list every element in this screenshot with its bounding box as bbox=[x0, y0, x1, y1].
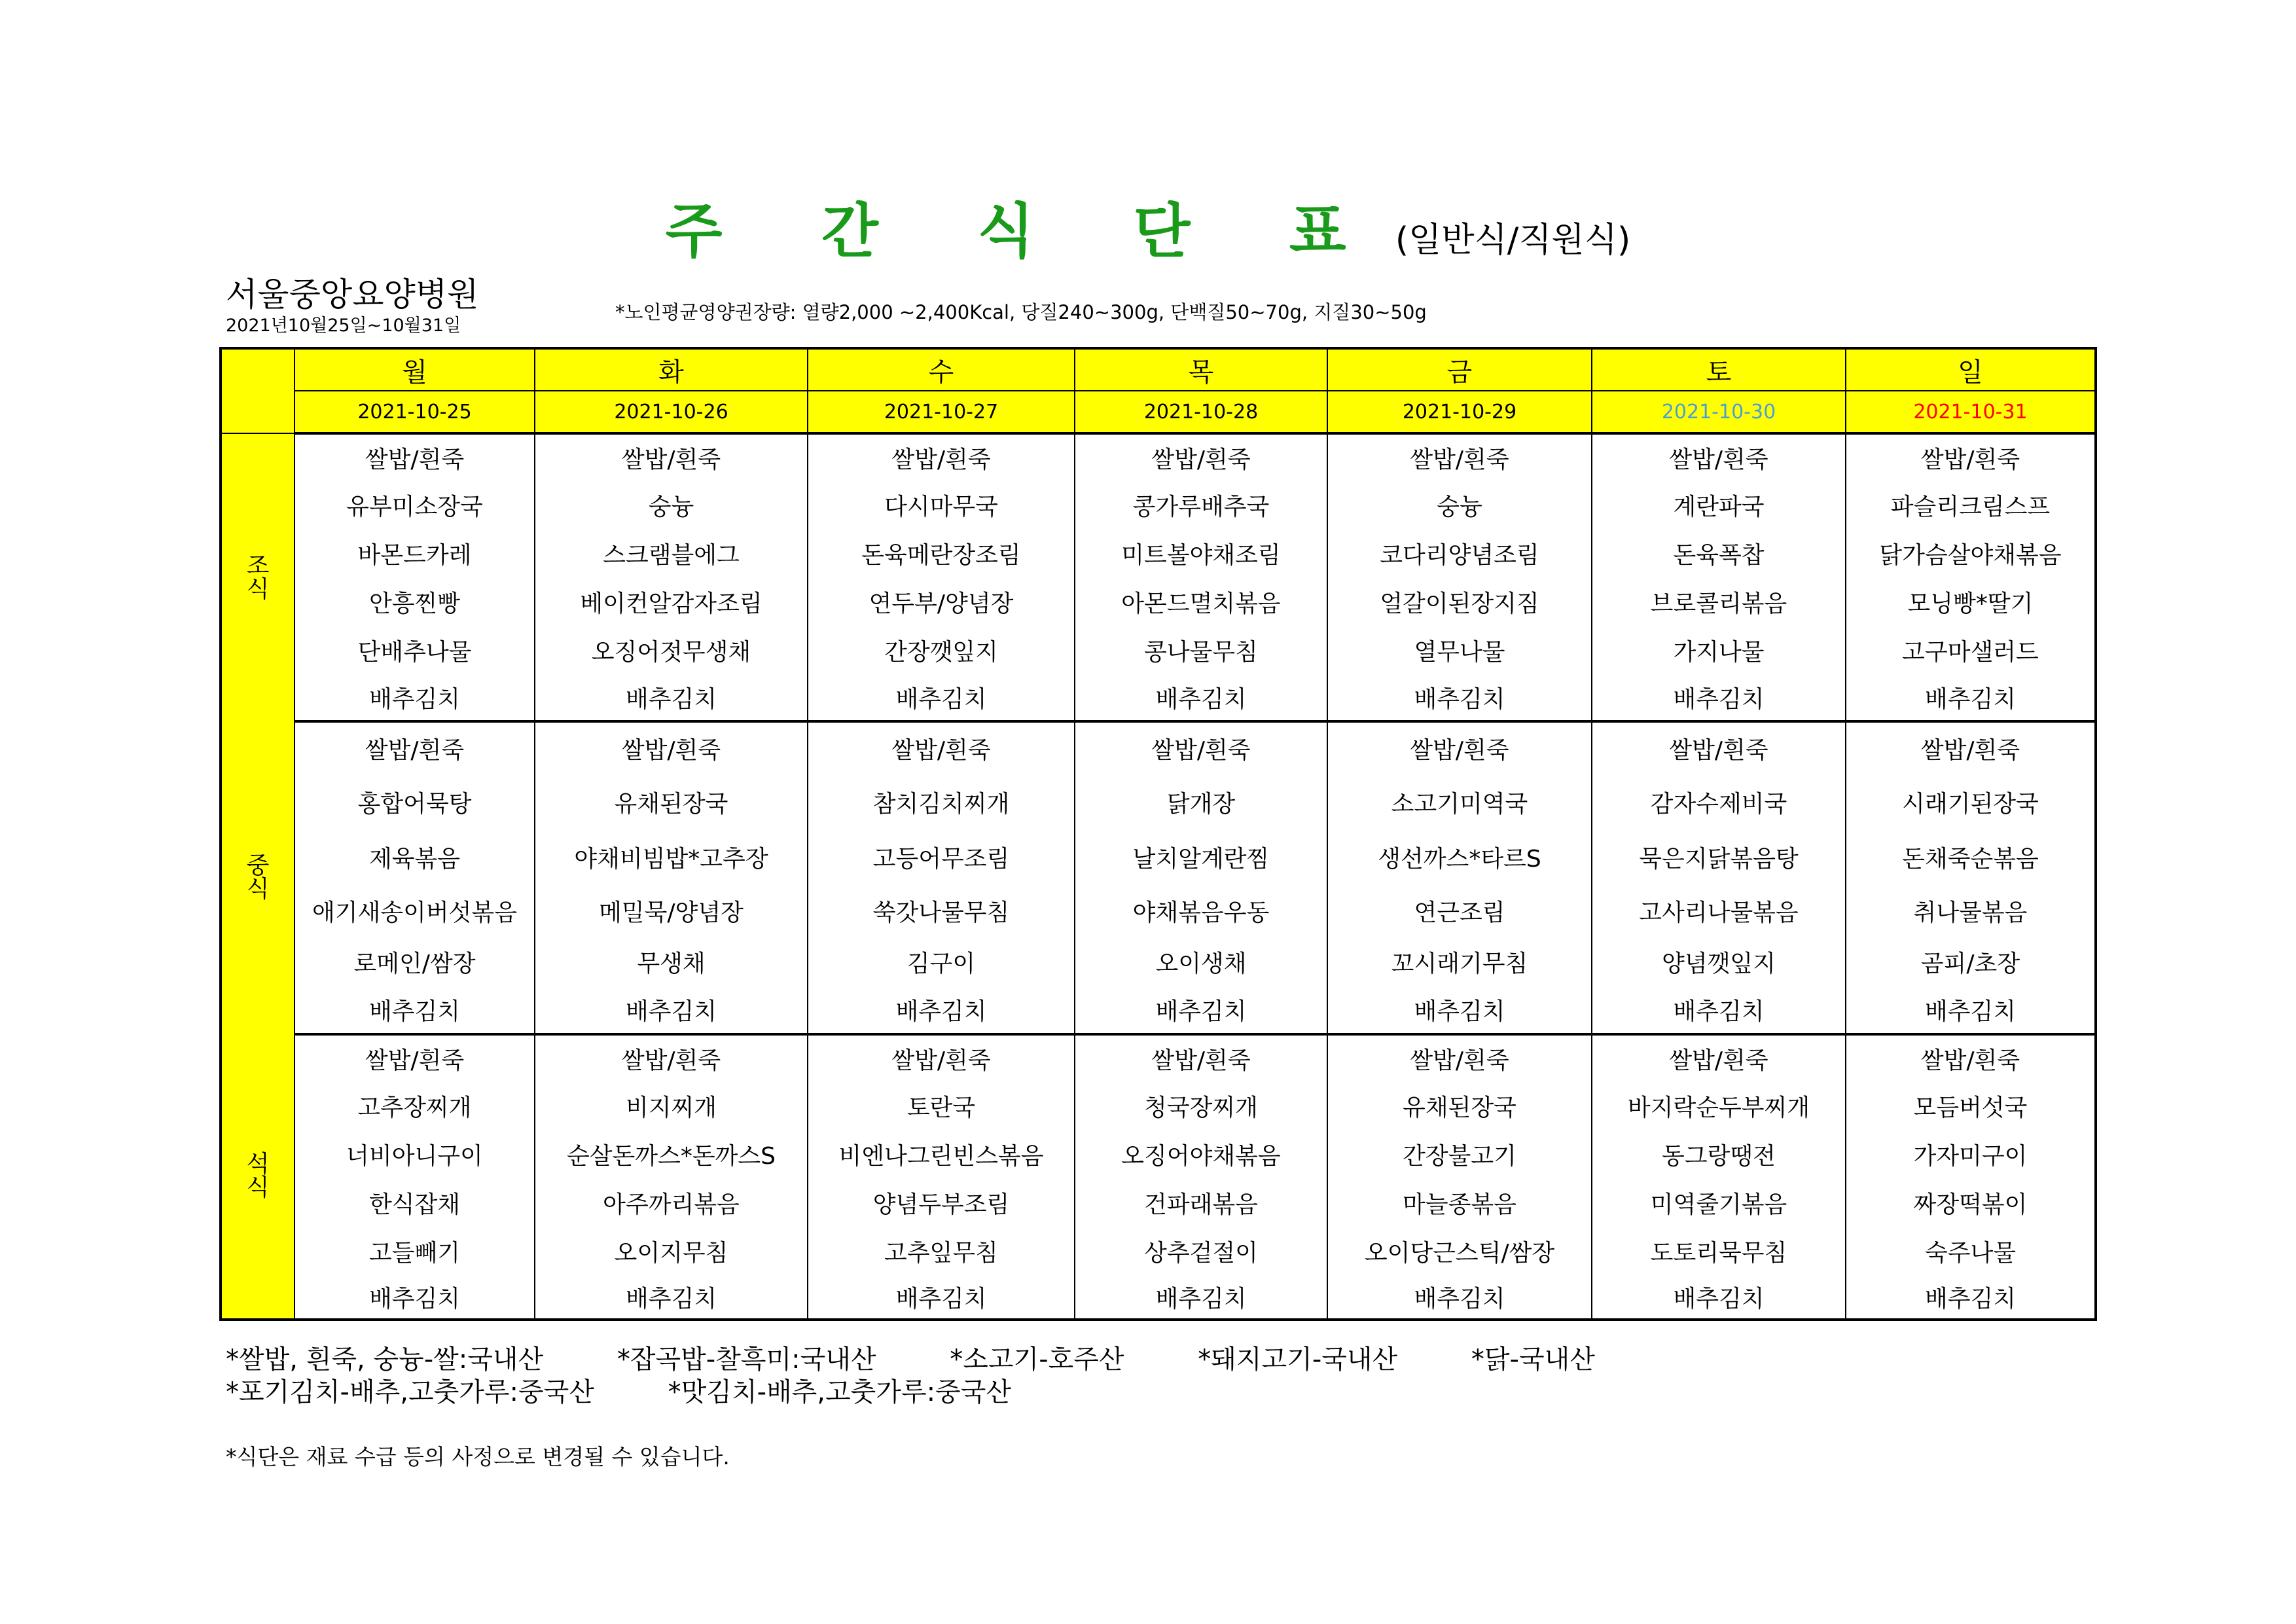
menu-item-dinner-fri: 유채된장국 bbox=[1327, 1081, 1592, 1130]
date-thu: 2021-10-28 bbox=[1075, 391, 1327, 433]
menu-item-breakfast-tue: 숭늉 bbox=[535, 480, 808, 529]
breakfast-row bbox=[221, 674, 2096, 721]
menu-item-lunch-tue: 배추김치 bbox=[535, 986, 808, 1034]
menu-item-breakfast-thu: 쌀밥/흰죽 bbox=[1075, 433, 1327, 480]
date-mon: 2021-10-25 bbox=[295, 391, 535, 433]
menu-item-breakfast-thu: 콩나물무침 bbox=[1075, 626, 1327, 674]
day-thu: 목 bbox=[1075, 348, 1327, 391]
dinner-row bbox=[221, 1081, 2096, 1130]
menu-item-breakfast-sun: 모닝빵*딸기 bbox=[1846, 577, 2096, 626]
menu-item-dinner-mon: 쌀밥/흰죽 bbox=[295, 1034, 535, 1081]
lunch-row bbox=[221, 721, 2096, 774]
menu-item-breakfast-mon: 단배추나물 bbox=[295, 626, 535, 674]
day-tue: 화 bbox=[535, 348, 808, 391]
menu-item-lunch-sat: 감자수제비국 bbox=[1592, 774, 1846, 830]
menu-item-lunch-fri: 연근조림 bbox=[1327, 884, 1592, 937]
menu-item-dinner-sun: 쌀밥/흰죽 bbox=[1846, 1034, 2096, 1081]
menu-item-dinner-thu: 상추겉절이 bbox=[1075, 1227, 1327, 1275]
dinner-label: 석 식 bbox=[221, 1034, 295, 1320]
lunch-row bbox=[221, 774, 2096, 830]
menu-item-lunch-thu: 배추김치 bbox=[1075, 986, 1327, 1034]
menu-item-dinner-fri: 오이당근스틱/쌈장 bbox=[1327, 1227, 1592, 1275]
menu-item-breakfast-fri: 쌀밥/흰죽 bbox=[1327, 433, 1592, 480]
menu-item-breakfast-fri: 배추김치 bbox=[1327, 674, 1592, 721]
menu-item-breakfast-thu: 배추김치 bbox=[1075, 674, 1327, 721]
dinner-row bbox=[221, 1034, 2096, 1081]
weekly-menu-table bbox=[219, 347, 2097, 1321]
menu-item-dinner-thu: 오징어야채볶음 bbox=[1075, 1130, 1327, 1178]
menu-item-lunch-thu: 날치알계란찜 bbox=[1075, 830, 1327, 884]
origin-notes-line1 bbox=[226, 1339, 1660, 1376]
menu-item-dinner-mon: 너비아니구이 bbox=[295, 1130, 535, 1178]
menu-item-dinner-sun: 짜장떡볶이 bbox=[1846, 1178, 2096, 1227]
menu-item-lunch-tue: 무생채 bbox=[535, 937, 808, 986]
menu-item-dinner-wed: 쌀밥/흰죽 bbox=[808, 1034, 1075, 1081]
menu-item-lunch-thu: 닭개장 bbox=[1075, 774, 1327, 830]
menu-item-lunch-fri: 꼬시래기무침 bbox=[1327, 937, 1592, 986]
origin-note: *포기김치-배추,고춧가루:중국산 bbox=[226, 1377, 594, 1407]
menu-item-breakfast-fri: 열무나물 bbox=[1327, 626, 1592, 674]
menu-item-lunch-wed: 배추김치 bbox=[808, 986, 1075, 1034]
lunch-label: 중 식 bbox=[221, 721, 295, 1034]
menu-item-lunch-sun: 곰피/초장 bbox=[1846, 937, 2096, 986]
menu-item-dinner-fri: 배추김치 bbox=[1327, 1275, 1592, 1320]
menu-item-lunch-wed: 김구이 bbox=[808, 937, 1075, 986]
nutrition-note: *노인평균영양권장량: 열량2,000 ~2,400Kcal, 당질240~300g, 단백질50~70g, 지질30~50g bbox=[615, 301, 1427, 323]
menu-item-dinner-sat: 배추김치 bbox=[1592, 1275, 1846, 1320]
menu-item-breakfast-sun: 파슬리크림스프 bbox=[1846, 480, 2096, 529]
date-tue: 2021-10-26 bbox=[535, 391, 808, 433]
day-wed: 수 bbox=[808, 348, 1075, 391]
menu-item-lunch-tue: 쌀밥/흰죽 bbox=[535, 721, 808, 774]
menu-item-dinner-mon: 한식잡채 bbox=[295, 1178, 535, 1227]
dinner-row bbox=[221, 1130, 2096, 1178]
breakfast-row bbox=[221, 577, 2096, 626]
menu-item-lunch-sun: 배추김치 bbox=[1846, 986, 2096, 1034]
date-fri: 2021-10-29 bbox=[1327, 391, 1592, 433]
day-sun: 일 bbox=[1846, 348, 2096, 391]
menu-item-dinner-sat: 동그랑땡전 bbox=[1592, 1130, 1846, 1178]
menu-item-breakfast-wed: 돈육메란장조림 bbox=[808, 529, 1075, 577]
menu-item-breakfast-sat: 쌀밥/흰죽 bbox=[1592, 433, 1846, 480]
menu-item-lunch-sat: 배추김치 bbox=[1592, 986, 1846, 1034]
menu-item-dinner-mon: 고추장찌개 bbox=[295, 1081, 535, 1130]
menu-item-breakfast-tue: 오징어젓무생채 bbox=[535, 626, 808, 674]
dinner-row bbox=[221, 1275, 2096, 1320]
origin-notes-line2 bbox=[226, 1371, 1077, 1409]
day-fri: 금 bbox=[1327, 348, 1592, 391]
menu-item-lunch-fri: 생선까스*타르S bbox=[1327, 830, 1592, 884]
menu-item-breakfast-tue: 스크램블에그 bbox=[535, 529, 808, 577]
breakfast-row bbox=[221, 480, 2096, 529]
origin-note: *쌀밥, 흰죽, 숭늉-쌀:국내산 bbox=[226, 1344, 544, 1375]
breakfast-row bbox=[221, 433, 2096, 480]
date-header-row bbox=[221, 391, 2096, 433]
menu-item-breakfast-fri: 코다리양념조림 bbox=[1327, 529, 1592, 577]
menu-item-dinner-thu: 청국장찌개 bbox=[1075, 1081, 1327, 1130]
menu-item-dinner-sat: 미역줄기볶음 bbox=[1592, 1178, 1846, 1227]
menu-item-lunch-mon: 쌀밥/흰죽 bbox=[295, 721, 535, 774]
menu-item-dinner-sun: 숙주나물 bbox=[1846, 1227, 2096, 1275]
corner-cell bbox=[221, 348, 295, 433]
menu-item-dinner-wed: 고추잎무침 bbox=[808, 1227, 1075, 1275]
menu-item-breakfast-wed: 간장깻잎지 bbox=[808, 626, 1075, 674]
day-sat: 토 bbox=[1592, 348, 1846, 391]
origin-note: *맛김치-배추,고춧가루:중국산 bbox=[668, 1377, 1011, 1407]
title-block bbox=[0, 183, 2296, 268]
menu-item-lunch-fri: 배추김치 bbox=[1327, 986, 1592, 1034]
menu-item-breakfast-sat: 계란파국 bbox=[1592, 480, 1846, 529]
page-subtitle: (일반식/직원식) bbox=[1395, 221, 1631, 260]
lunch-row bbox=[221, 937, 2096, 986]
menu-item-breakfast-wed: 다시마무국 bbox=[808, 480, 1075, 529]
date-sun: 2021-10-31 bbox=[1846, 391, 2096, 433]
day-header-row bbox=[221, 348, 2096, 391]
menu-item-dinner-sun: 가자미구이 bbox=[1846, 1130, 2096, 1178]
menu-period: 2021년10월25일~10월31일 bbox=[226, 316, 461, 336]
breakfast-row bbox=[221, 626, 2096, 674]
menu-item-dinner-fri: 마늘종볶음 bbox=[1327, 1178, 1592, 1227]
menu-item-dinner-wed: 배추김치 bbox=[808, 1275, 1075, 1320]
menu-item-breakfast-sun: 닭가슴살야채볶음 bbox=[1846, 529, 2096, 577]
menu-item-dinner-wed: 비엔나그린빈스볶음 bbox=[808, 1130, 1075, 1178]
breakfast-label: 조 식 bbox=[221, 433, 295, 721]
menu-item-breakfast-mon: 바몬드카레 bbox=[295, 529, 535, 577]
day-mon: 월 bbox=[295, 348, 535, 391]
menu-item-breakfast-thu: 미트볼야채조림 bbox=[1075, 529, 1327, 577]
lunch-row bbox=[221, 884, 2096, 937]
date-wed: 2021-10-27 bbox=[808, 391, 1075, 433]
menu-item-lunch-sun: 취나물볶음 bbox=[1846, 884, 2096, 937]
menu-item-breakfast-tue: 배추김치 bbox=[535, 674, 808, 721]
date-sat: 2021-10-30 bbox=[1592, 391, 1846, 433]
menu-item-dinner-sun: 배추김치 bbox=[1846, 1275, 2096, 1320]
menu-item-breakfast-wed: 배추김치 bbox=[808, 674, 1075, 721]
menu-item-dinner-wed: 토란국 bbox=[808, 1081, 1075, 1130]
menu-item-breakfast-wed: 쌀밥/흰죽 bbox=[808, 433, 1075, 480]
page-title: 주 간 식 단 표 bbox=[665, 197, 1386, 266]
menu-item-breakfast-thu: 아몬드멸치볶음 bbox=[1075, 577, 1327, 626]
menu-item-lunch-thu: 야채볶음우동 bbox=[1075, 884, 1327, 937]
menu-item-dinner-sat: 쌀밥/흰죽 bbox=[1592, 1034, 1846, 1081]
menu-item-dinner-tue: 오이지무침 bbox=[535, 1227, 808, 1275]
menu-item-breakfast-sat: 배추김치 bbox=[1592, 674, 1846, 721]
menu-item-lunch-mon: 로메인/쌈장 bbox=[295, 937, 535, 986]
menu-item-lunch-mon: 홍합어묵탕 bbox=[295, 774, 535, 830]
menu-item-breakfast-thu: 콩가루배추국 bbox=[1075, 480, 1327, 529]
lunch-row bbox=[221, 830, 2096, 884]
dinner-row bbox=[221, 1227, 2096, 1275]
menu-item-dinner-sun: 모듬버섯국 bbox=[1846, 1081, 2096, 1130]
menu-item-lunch-thu: 오이생채 bbox=[1075, 937, 1327, 986]
menu-item-breakfast-sun: 배추김치 bbox=[1846, 674, 2096, 721]
menu-item-dinner-thu: 건파래볶음 bbox=[1075, 1178, 1327, 1227]
menu-item-lunch-mon: 제육볶음 bbox=[295, 830, 535, 884]
menu-item-dinner-mon: 배추김치 bbox=[295, 1275, 535, 1320]
menu-item-lunch-sun: 쌀밥/흰죽 bbox=[1846, 721, 2096, 774]
menu-item-breakfast-tue: 쌀밥/흰죽 bbox=[535, 433, 808, 480]
menu-item-breakfast-fri: 숭늉 bbox=[1327, 480, 1592, 529]
menu-item-breakfast-tue: 베이컨알감자조림 bbox=[535, 577, 808, 626]
menu-item-lunch-mon: 애기새송이버섯볶음 bbox=[295, 884, 535, 937]
menu-item-breakfast-sat: 브로콜리볶음 bbox=[1592, 577, 1846, 626]
breakfast-row bbox=[221, 529, 2096, 577]
menu-item-breakfast-mon: 안흥찐빵 bbox=[295, 577, 535, 626]
menu-item-dinner-mon: 고들빼기 bbox=[295, 1227, 535, 1275]
menu-item-lunch-sun: 돈채죽순볶음 bbox=[1846, 830, 2096, 884]
origin-note: *잡곡밥-찰흑미:국내산 bbox=[617, 1344, 876, 1375]
origin-note: *돼지고기-국내산 bbox=[1198, 1344, 1398, 1375]
menu-item-breakfast-mon: 배추김치 bbox=[295, 674, 535, 721]
origin-note: *소고기-호주산 bbox=[950, 1344, 1124, 1375]
menu-item-lunch-sat: 쌀밥/흰죽 bbox=[1592, 721, 1846, 774]
menu-item-dinner-sat: 바지락순두부찌개 bbox=[1592, 1081, 1846, 1130]
menu-item-lunch-thu: 쌀밥/흰죽 bbox=[1075, 721, 1327, 774]
menu-item-lunch-wed: 쌀밥/흰죽 bbox=[808, 721, 1075, 774]
menu-item-lunch-sat: 묵은지닭볶음탕 bbox=[1592, 830, 1846, 884]
menu-item-dinner-wed: 양념두부조림 bbox=[808, 1178, 1075, 1227]
footer-note: *식단은 재료 수급 등의 사정으로 변경될 수 있습니다. bbox=[226, 1444, 730, 1470]
menu-item-lunch-fri: 소고기미역국 bbox=[1327, 774, 1592, 830]
menu-item-lunch-sat: 양념깻잎지 bbox=[1592, 937, 1846, 986]
menu-item-lunch-tue: 유채된장국 bbox=[535, 774, 808, 830]
dinner-row bbox=[221, 1178, 2096, 1227]
menu-item-dinner-fri: 쌀밥/흰죽 bbox=[1327, 1034, 1592, 1081]
menu-item-lunch-fri: 쌀밥/흰죽 bbox=[1327, 721, 1592, 774]
hospital-name: 서울중앙요양병원 bbox=[226, 276, 479, 314]
menu-item-breakfast-fri: 얼갈이된장지짐 bbox=[1327, 577, 1592, 626]
menu-item-dinner-fri: 간장불고기 bbox=[1327, 1130, 1592, 1178]
menu-item-dinner-thu: 쌀밥/흰죽 bbox=[1075, 1034, 1327, 1081]
menu-item-lunch-sun: 시래기된장국 bbox=[1846, 774, 2096, 830]
menu-item-lunch-tue: 메밀묵/양념장 bbox=[535, 884, 808, 937]
menu-item-dinner-tue: 쌀밥/흰죽 bbox=[535, 1034, 808, 1081]
origin-note: *닭-국내산 bbox=[1471, 1344, 1595, 1375]
menu-item-lunch-wed: 고등어무조림 bbox=[808, 830, 1075, 884]
menu-item-breakfast-sun: 쌀밥/흰죽 bbox=[1846, 433, 2096, 480]
menu-item-breakfast-mon: 유부미소장국 bbox=[295, 480, 535, 529]
menu-item-lunch-wed: 쑥갓나물무침 bbox=[808, 884, 1075, 937]
menu-item-lunch-tue: 야채비빔밥*고추장 bbox=[535, 830, 808, 884]
menu-item-breakfast-sat: 돈육폭찹 bbox=[1592, 529, 1846, 577]
menu-item-lunch-mon: 배추김치 bbox=[295, 986, 535, 1034]
menu-item-dinner-tue: 아주까리볶음 bbox=[535, 1178, 808, 1227]
menu-item-lunch-wed: 참치김치찌개 bbox=[808, 774, 1075, 830]
menu-item-breakfast-sun: 고구마샐러드 bbox=[1846, 626, 2096, 674]
menu-item-breakfast-wed: 연두부/양념장 bbox=[808, 577, 1075, 626]
menu-item-breakfast-mon: 쌀밥/흰죽 bbox=[295, 433, 535, 480]
menu-item-dinner-tue: 배추김치 bbox=[535, 1275, 808, 1320]
menu-item-dinner-thu: 배추김치 bbox=[1075, 1275, 1327, 1320]
menu-item-dinner-sat: 도토리묵무침 bbox=[1592, 1227, 1846, 1275]
lunch-row bbox=[221, 986, 2096, 1034]
menu-item-lunch-sat: 고사리나물볶음 bbox=[1592, 884, 1846, 937]
menu-item-dinner-tue: 비지찌개 bbox=[535, 1081, 808, 1130]
menu-item-dinner-tue: 순살돈까스*돈까스S bbox=[535, 1130, 808, 1178]
menu-item-breakfast-sat: 가지나물 bbox=[1592, 626, 1846, 674]
